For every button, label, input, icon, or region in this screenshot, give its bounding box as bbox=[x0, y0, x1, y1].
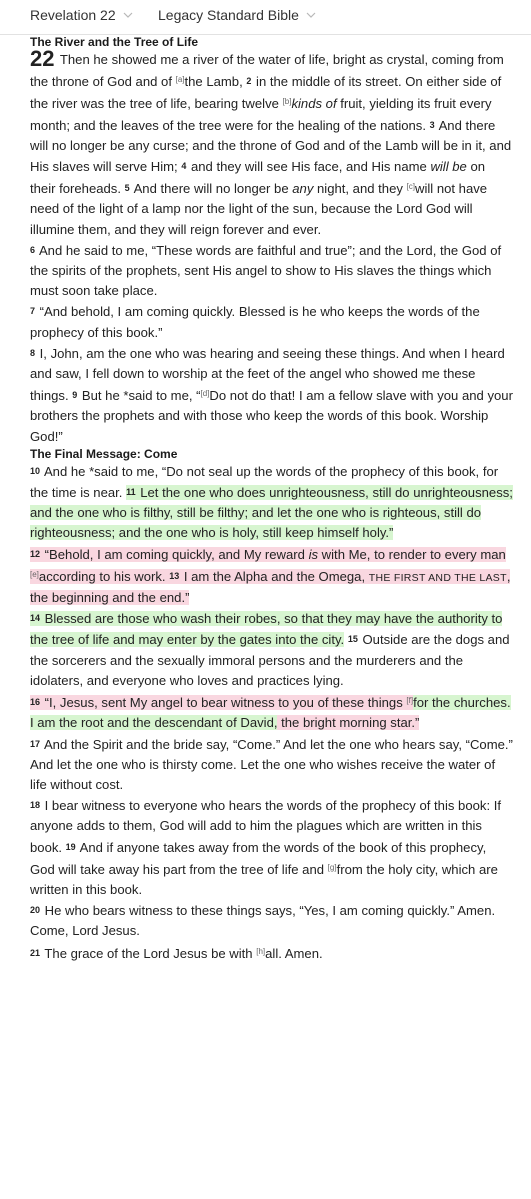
paragraph bbox=[30, 544, 513, 609]
verse-number: 10 bbox=[30, 465, 41, 476]
footnote-link[interactable]: [b] bbox=[282, 97, 292, 107]
verse-number: 7 bbox=[30, 306, 36, 317]
verse-text: The grace of the Lord Jesus be with bbox=[44, 945, 257, 961]
paragraph bbox=[30, 301, 513, 342]
verse-number: 6 bbox=[30, 244, 36, 255]
verse-text: Then he showed me a river of the water of life, bright as crystal, coming from the throne of God and of bbox=[30, 52, 504, 90]
verse-number: 14 bbox=[30, 613, 41, 624]
highlighted-verse bbox=[277, 715, 419, 730]
book-selector-label: Revelation 22 bbox=[30, 7, 116, 23]
footnote-link[interactable]: [c] bbox=[406, 182, 416, 192]
verse-text: will not have need of the light of a lamp nor the light of the sun, because the Lord God will illumine them, and they will reign forever and ever. bbox=[30, 181, 488, 237]
verse-number: 12 bbox=[30, 548, 41, 559]
verse-number: 8 bbox=[30, 347, 36, 358]
paragraph bbox=[30, 900, 513, 941]
verse-number: 18 bbox=[30, 800, 41, 811]
section-heading: The River and the Tree of Life bbox=[30, 35, 199, 49]
verse-text: any bbox=[292, 181, 314, 197]
paragraph bbox=[30, 343, 513, 447]
chevron-down-icon bbox=[122, 9, 134, 21]
verse-number: 4 bbox=[181, 161, 187, 172]
verse-text: “I, Jesus, sent My angel to bear witness to you of these things bbox=[44, 695, 407, 711]
verse-text: I am the Alpha and the Omega, bbox=[183, 568, 369, 584]
verse-text: the Lamb, bbox=[184, 74, 247, 90]
verse-number: 21 bbox=[30, 947, 41, 958]
verse-number: 13 bbox=[169, 570, 180, 581]
paragraph bbox=[30, 46, 513, 240]
verse-text: And he said to me, “These words are faithful and true”; and the Lord, the God of the spirits of the prophets, sent His angel to show to His slaves the things which must soon take place. bbox=[30, 242, 502, 299]
verse-text: in the middle of its street. On either side of the river was the tree of life, bearing twelve bbox=[30, 74, 502, 112]
verse-text: “Behold, I am coming quickly, and My reward bbox=[44, 546, 309, 562]
verse-text: And he *said to me, “Do not seal up the words of the prophecy of this book, for the time is near. bbox=[30, 463, 499, 501]
footnote-link[interactable]: [d] bbox=[200, 389, 210, 399]
verse-number: 5 bbox=[124, 183, 130, 194]
paragraph bbox=[30, 240, 513, 302]
section-heading: The Final Message: Come bbox=[30, 446, 178, 461]
verse-number: 19 bbox=[65, 841, 76, 852]
highlighted-verse bbox=[30, 547, 510, 605]
verse-text: I, John, am the one who was hearing and seeing these things. And when I heard and saw, I fell down to worship at the feet of the angel who showed me these things. bbox=[30, 345, 505, 404]
paragraph bbox=[30, 691, 513, 733]
footnote-link[interactable]: [a] bbox=[175, 75, 185, 85]
paragraph bbox=[30, 608, 513, 691]
footnote-link[interactable]: [e] bbox=[30, 569, 39, 579]
verse-text: from the holy city, which are written in this book. bbox=[30, 861, 498, 897]
verse-text: with Me, to render to every man bbox=[318, 546, 506, 562]
verse-text: “And behold, I am coming quickly. Blessed is he who keeps the words of the prophecy of this book.” bbox=[30, 304, 480, 340]
verse-text: according to his work. bbox=[38, 568, 170, 584]
chevron-down-icon bbox=[305, 9, 317, 21]
verse-text: is bbox=[308, 546, 319, 562]
verse-number: 20 bbox=[30, 905, 41, 916]
chapter-number: 22 bbox=[30, 46, 55, 71]
paragraph bbox=[30, 795, 513, 900]
verse-text: will be bbox=[430, 159, 467, 175]
verse-text: But he *said to me, “ bbox=[81, 388, 201, 404]
verse-number: 16 bbox=[30, 697, 41, 708]
verse-text: and they will see His face, and His name bbox=[190, 159, 431, 175]
verse-text: fruit, yielding its fruit every month; and the leaves of the tree were for the healing of the nations. bbox=[30, 96, 492, 133]
verse-text: And there will no longer be any curse; and the throne of God and of the Lamb will be in it, and His slaves will serve Him; bbox=[30, 117, 512, 175]
verse-number: 9 bbox=[72, 390, 78, 401]
verse-text: He who bears witness to these things says, “Yes, I am coming quickly.” Amen. Come, Lord Jesus. bbox=[30, 903, 496, 939]
top-bar bbox=[0, 0, 531, 35]
verse-text: all. Amen. bbox=[265, 945, 323, 961]
paragraph bbox=[30, 942, 513, 964]
verse-text: And there will no longer be bbox=[133, 181, 293, 197]
version-selector[interactable] bbox=[158, 7, 317, 23]
paragraph bbox=[30, 734, 513, 796]
verse-text: kinds of bbox=[291, 96, 337, 112]
verse-text: the bright morning star.” bbox=[277, 715, 420, 731]
verse-text: And the Spirit and the bride say, “Come.” And let the one who hears say, “Come.” And let the one who is thirsty come. Let the one who wishes receive the water of life without cost. bbox=[30, 736, 513, 792]
verse-text: I bear witness to everyone who hears the words of the prophecy of this book: If anyone adds to them, God will add to him the plagues which are written in this book. bbox=[30, 798, 502, 855]
verse-text: night, and they bbox=[313, 181, 407, 197]
footnote-link[interactable]: [g] bbox=[327, 862, 337, 872]
verse-number: 2 bbox=[246, 76, 252, 87]
paragraph bbox=[30, 461, 513, 544]
verse-number: 17 bbox=[30, 738, 41, 749]
verse-text: Blessed are those who wash their robes, so that they may have the authority to the tree of life and may enter by the gates into the city. bbox=[30, 611, 503, 648]
highlighted-verse bbox=[30, 695, 413, 710]
verse-text: for the churches. I am the root and the descendant of David, bbox=[30, 695, 511, 731]
verse-number: 3 bbox=[429, 119, 435, 130]
verse-text: THE FIRST AND THE LAST bbox=[368, 571, 507, 584]
book-selector[interactable] bbox=[30, 7, 134, 23]
verse-text: on their foreheads. bbox=[30, 159, 486, 197]
footnote-link[interactable]: [h] bbox=[256, 946, 266, 956]
version-selector-label: Legacy Standard Bible bbox=[158, 7, 299, 23]
verse-number: 15 bbox=[347, 634, 358, 645]
passage-content bbox=[0, 35, 531, 964]
verse-text: Outside are the dogs and the sorcerers and the sexually immoral persons and the murderers and the idolaters, and everyone who loves and practices lying. bbox=[30, 632, 510, 688]
verse-text: And if anyone takes away from the words of the book of this prophecy, God will take away his part from the tree of life and bbox=[30, 839, 487, 877]
verse-text: Do not do that! I am a fellow slave with you and your brothers the prophets and with those who keep the words of this book. Worship God!” bbox=[30, 388, 513, 444]
verse-text: Let the one who does unrighteousness, still do unrighteousness; and the one who is filthy, still be filthy; and let the one who is righteous, still do righteousness; and the one who is holy, still keep himself holy.” bbox=[30, 485, 513, 541]
footnote-link[interactable]: [f] bbox=[406, 696, 414, 706]
verse-number: 11 bbox=[126, 487, 136, 498]
verse-text: , the beginning and the end.” bbox=[30, 568, 511, 606]
